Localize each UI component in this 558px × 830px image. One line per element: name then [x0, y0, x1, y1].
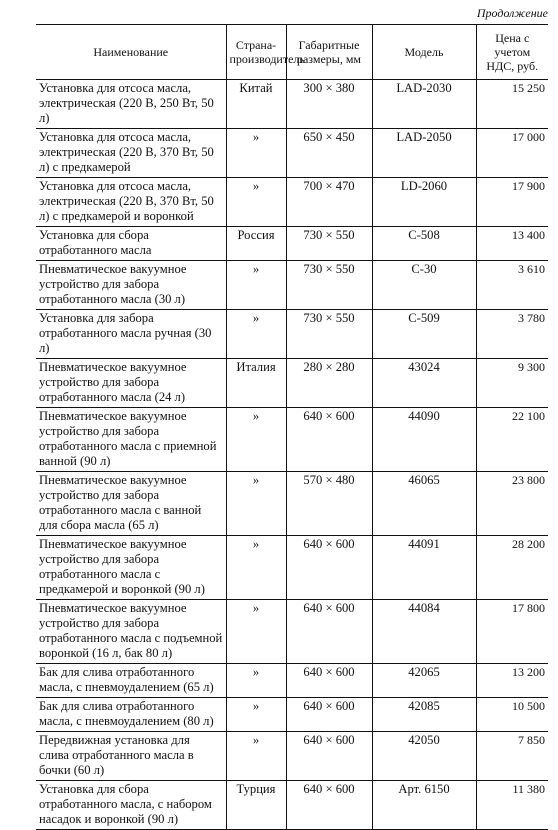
- item-size: 640 × 600: [286, 600, 372, 664]
- table-row: [36, 600, 548, 664]
- item-country: Китай: [226, 80, 286, 129]
- item-size: 570 × 480: [286, 472, 372, 536]
- item-country: »: [226, 664, 286, 698]
- table-row: [36, 781, 548, 830]
- item-name: Пневматическое вакуумное устройство для забора отработанного масла (30 л): [36, 261, 226, 310]
- item-price: 13 400: [476, 227, 548, 261]
- item-price: 22 100: [476, 408, 548, 472]
- item-size: 640 × 600: [286, 536, 372, 600]
- item-country: »: [226, 472, 286, 536]
- table-row: [36, 664, 548, 698]
- item-model: 42050: [372, 732, 476, 781]
- item-price: 9 300: [476, 359, 548, 408]
- item-model: LD-2060: [372, 178, 476, 227]
- item-name: Бак для слива отработанного масла, с пневмоудалением (80 л): [36, 698, 226, 732]
- item-size: 640 × 600: [286, 732, 372, 781]
- item-price: 3 780: [476, 310, 548, 359]
- item-country: »: [226, 536, 286, 600]
- item-price: 15 250: [476, 80, 548, 129]
- item-size: 280 × 280: [286, 359, 372, 408]
- header-price: Цена с учетом НДС, руб.: [476, 25, 548, 80]
- header-model: Модель: [372, 25, 476, 80]
- table-row: [36, 227, 548, 261]
- item-size: 300 × 380: [286, 80, 372, 129]
- header-size: Габаритные размеры, мм: [286, 25, 372, 80]
- header-country: Страна-производитель: [226, 25, 286, 80]
- item-name: Пневматическое вакуумное устройство для забора отработанного масла с предкамерой и воронкой (90 л): [36, 536, 226, 600]
- item-size: 640 × 600: [286, 698, 372, 732]
- item-price: 7 850: [476, 732, 548, 781]
- item-price: 23 800: [476, 472, 548, 536]
- item-name: Установка для отсоса масла, электрическая (220 В, 250 Вт, 50 л): [36, 80, 226, 129]
- item-country: »: [226, 178, 286, 227]
- item-name: Передвижная установка для слива отработанного масла в бочки (60 л): [36, 732, 226, 781]
- item-model: 42085: [372, 698, 476, 732]
- table-row: [36, 129, 548, 178]
- item-name: Пневматическое вакуумное устройство для забора отработанного масла с подъемной воронкой (16 л, бак 80 л): [36, 600, 226, 664]
- item-size: 640 × 600: [286, 664, 372, 698]
- table-row: [36, 178, 548, 227]
- item-model: С-508: [372, 227, 476, 261]
- item-country: »: [226, 310, 286, 359]
- table-row: [36, 359, 548, 408]
- continuation-label: Продолжение: [476, 6, 548, 20]
- item-model: 44091: [372, 536, 476, 600]
- item-size: 730 × 550: [286, 310, 372, 359]
- item-size: 730 × 550: [286, 227, 372, 261]
- table-row: [36, 536, 548, 600]
- item-name: Пневматическое вакуумное устройство для забора отработанного масла с приемной ванной (90 л): [36, 408, 226, 472]
- table-body: [36, 80, 548, 830]
- price-table: [36, 24, 548, 830]
- item-name: Установка для сбора отработанного масла: [36, 227, 226, 261]
- item-size: 730 × 550: [286, 261, 372, 310]
- item-model: 46065: [372, 472, 476, 536]
- table-row: [36, 732, 548, 781]
- table-row: [36, 408, 548, 472]
- table-row: [36, 261, 548, 310]
- header-name: Наименование: [36, 25, 226, 80]
- item-model: Арт. 6150: [372, 781, 476, 830]
- item-price: 28 200: [476, 536, 548, 600]
- item-model: LAD-2030: [372, 80, 476, 129]
- item-price: 17 900: [476, 178, 548, 227]
- item-size: 640 × 600: [286, 781, 372, 830]
- item-price: 10 500: [476, 698, 548, 732]
- item-model: LAD-2050: [372, 129, 476, 178]
- item-price: 13 200: [476, 664, 548, 698]
- table-header-row: [36, 25, 548, 80]
- item-price: 17 000: [476, 129, 548, 178]
- item-model: 44090: [372, 408, 476, 472]
- item-model: 43024: [372, 359, 476, 408]
- item-size: 650 × 450: [286, 129, 372, 178]
- table-row: [36, 472, 548, 536]
- item-size: 700 × 470: [286, 178, 372, 227]
- item-country: »: [226, 600, 286, 664]
- item-price: 3 610: [476, 261, 548, 310]
- item-country: »: [226, 408, 286, 472]
- item-model: 44084: [372, 600, 476, 664]
- item-model: С-509: [372, 310, 476, 359]
- item-country: Турция: [226, 781, 286, 830]
- table-row: [36, 80, 548, 129]
- table-row: [36, 698, 548, 732]
- item-country: »: [226, 129, 286, 178]
- item-name: Пневматическое вакуумное устройство для забора отработанного масла с ванной для сбора масла (65 л): [36, 472, 226, 536]
- item-name: Установка для отсоса масла, электрическая (220 В, 370 Вт, 50 л) с предкамерой и воронкой: [36, 178, 226, 227]
- item-name: Установка для отсоса масла, электрическая (220 В, 370 Вт, 50 л) с предкамерой: [36, 129, 226, 178]
- item-name: Пневматическое вакуумное устройство для забора отработанного масла (24 л): [36, 359, 226, 408]
- item-country: Италия: [226, 359, 286, 408]
- item-country: »: [226, 698, 286, 732]
- item-country: Россия: [226, 227, 286, 261]
- item-country: »: [226, 732, 286, 781]
- item-model: 42065: [372, 664, 476, 698]
- item-model: С-30: [372, 261, 476, 310]
- item-name: Бак для слива отработанного масла, с пневмоудалением (65 л): [36, 664, 226, 698]
- item-price: 11 380: [476, 781, 548, 830]
- item-name: Установка для сбора отработанного масла, с набором насадок и воронкой (90 л): [36, 781, 226, 830]
- item-name: Установка для забора отработанного масла ручная (30 л): [36, 310, 226, 359]
- item-country: »: [226, 261, 286, 310]
- table-row: [36, 310, 548, 359]
- item-size: 640 × 600: [286, 408, 372, 472]
- item-price: 17 800: [476, 600, 548, 664]
